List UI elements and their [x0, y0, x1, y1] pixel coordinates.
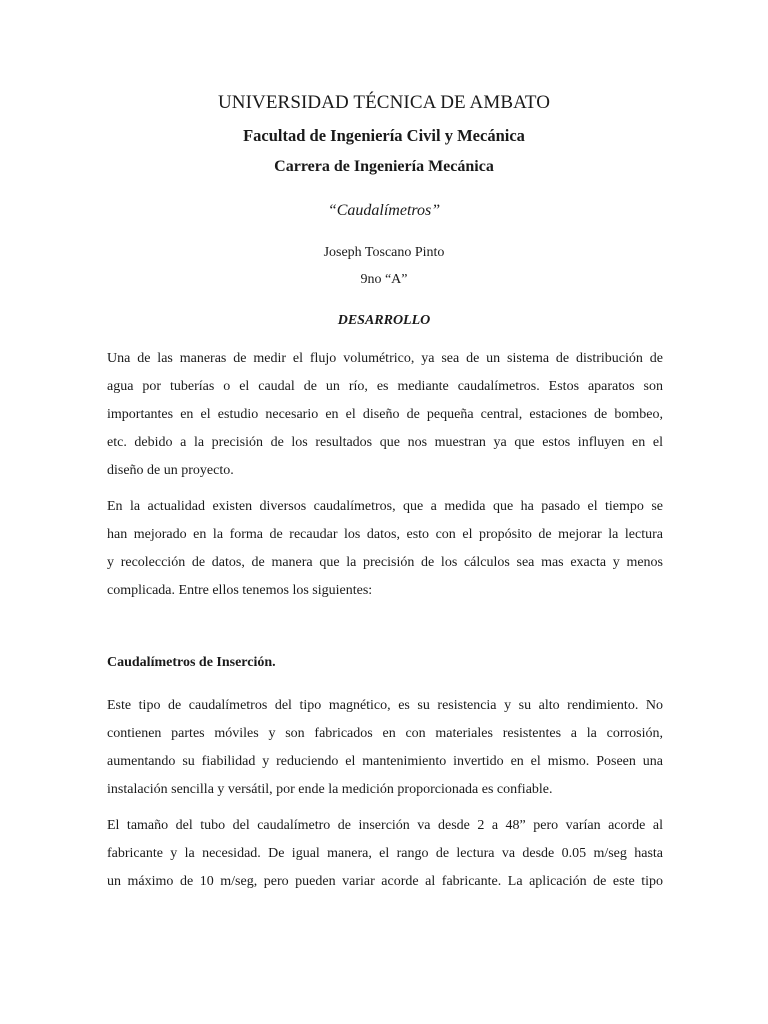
paragraph-line: Una de las maneras de medir el flujo volumétrico, ya sea de un sistema de distribución de — [107, 351, 663, 366]
paragraph-line: agua por tuberías o el caudal de un río, es mediante caudalímetros. Estos aparatos son — [107, 379, 663, 394]
paragraph-line: complicada. Entre ellos tenemos los siguientes: — [107, 583, 373, 598]
paragraph-line: contienen partes móviles y son fabricados en con materiales resistentes a la corrosión, — [107, 726, 663, 741]
section-heading: DESARROLLO — [337, 313, 431, 328]
paragraph-line: aumentando su fiabilidad y reduciendo el mantenimiento invertido en el mismo. Poseen una — [107, 754, 663, 769]
group-label: 9no “A” — [360, 272, 408, 287]
faculty-title: Facultad de Ingeniería Civil y Mecánica — [243, 126, 525, 145]
paragraph-line: etc. debido a la precisión de los resultados que nos muestran ya que estos influyen en el — [107, 435, 663, 450]
topic-title: “Caudalímetros” — [327, 202, 441, 219]
paragraph-line: instalación sencilla y versátil, por ende la medición proporcionada es confiable. — [107, 782, 553, 797]
paragraph — [107, 692, 663, 804]
paragraph — [107, 812, 663, 896]
paragraph-line: fabricante y la necesidad. De igual manera, el rango de lectura va desde 0.05 m/seg hasta — [107, 846, 663, 861]
paragraph-line: Este tipo de caudalímetros del tipo magnético, es su resistencia y su alto rendimiento. No — [107, 698, 663, 713]
paragraph — [107, 493, 663, 605]
paragraph-line: un máximo de 10 m/seg, pero pueden variar acorde al fabricante. La aplicación de este tipo — [107, 874, 663, 889]
paragraph-line: importantes en el estudio necesario en el diseño de pequeña central, estaciones de bombeo, — [107, 407, 663, 422]
paragraph — [107, 345, 663, 485]
subsection-heading: Caudalímetros de Inserción. — [107, 655, 276, 670]
paragraph-line: El tamaño del tubo del caudalímetro de inserción va desde 2 a 48” pero varían acorde al — [107, 818, 663, 833]
author-name: Joseph Toscano Pinto — [323, 245, 445, 260]
career-title: Carrera de Ingeniería Mecánica — [274, 158, 494, 175]
paragraph-line: han mejorado en la forma de recaudar los datos, esto con el propósito de mejorar la lectura — [107, 527, 663, 542]
paragraph-line: En la actualidad existen diversos caudalímetros, que a medida que ha pasado el tiempo se — [107, 499, 663, 514]
paragraph-line: y recolección de datos, de manera que la precisión de los cálculos sea mas exacta y menos — [107, 555, 663, 570]
paragraph-line: diseño de un proyecto. — [107, 463, 234, 478]
university-title: UNIVERSIDAD TÉCNICA DE AMBATO — [217, 92, 551, 113]
